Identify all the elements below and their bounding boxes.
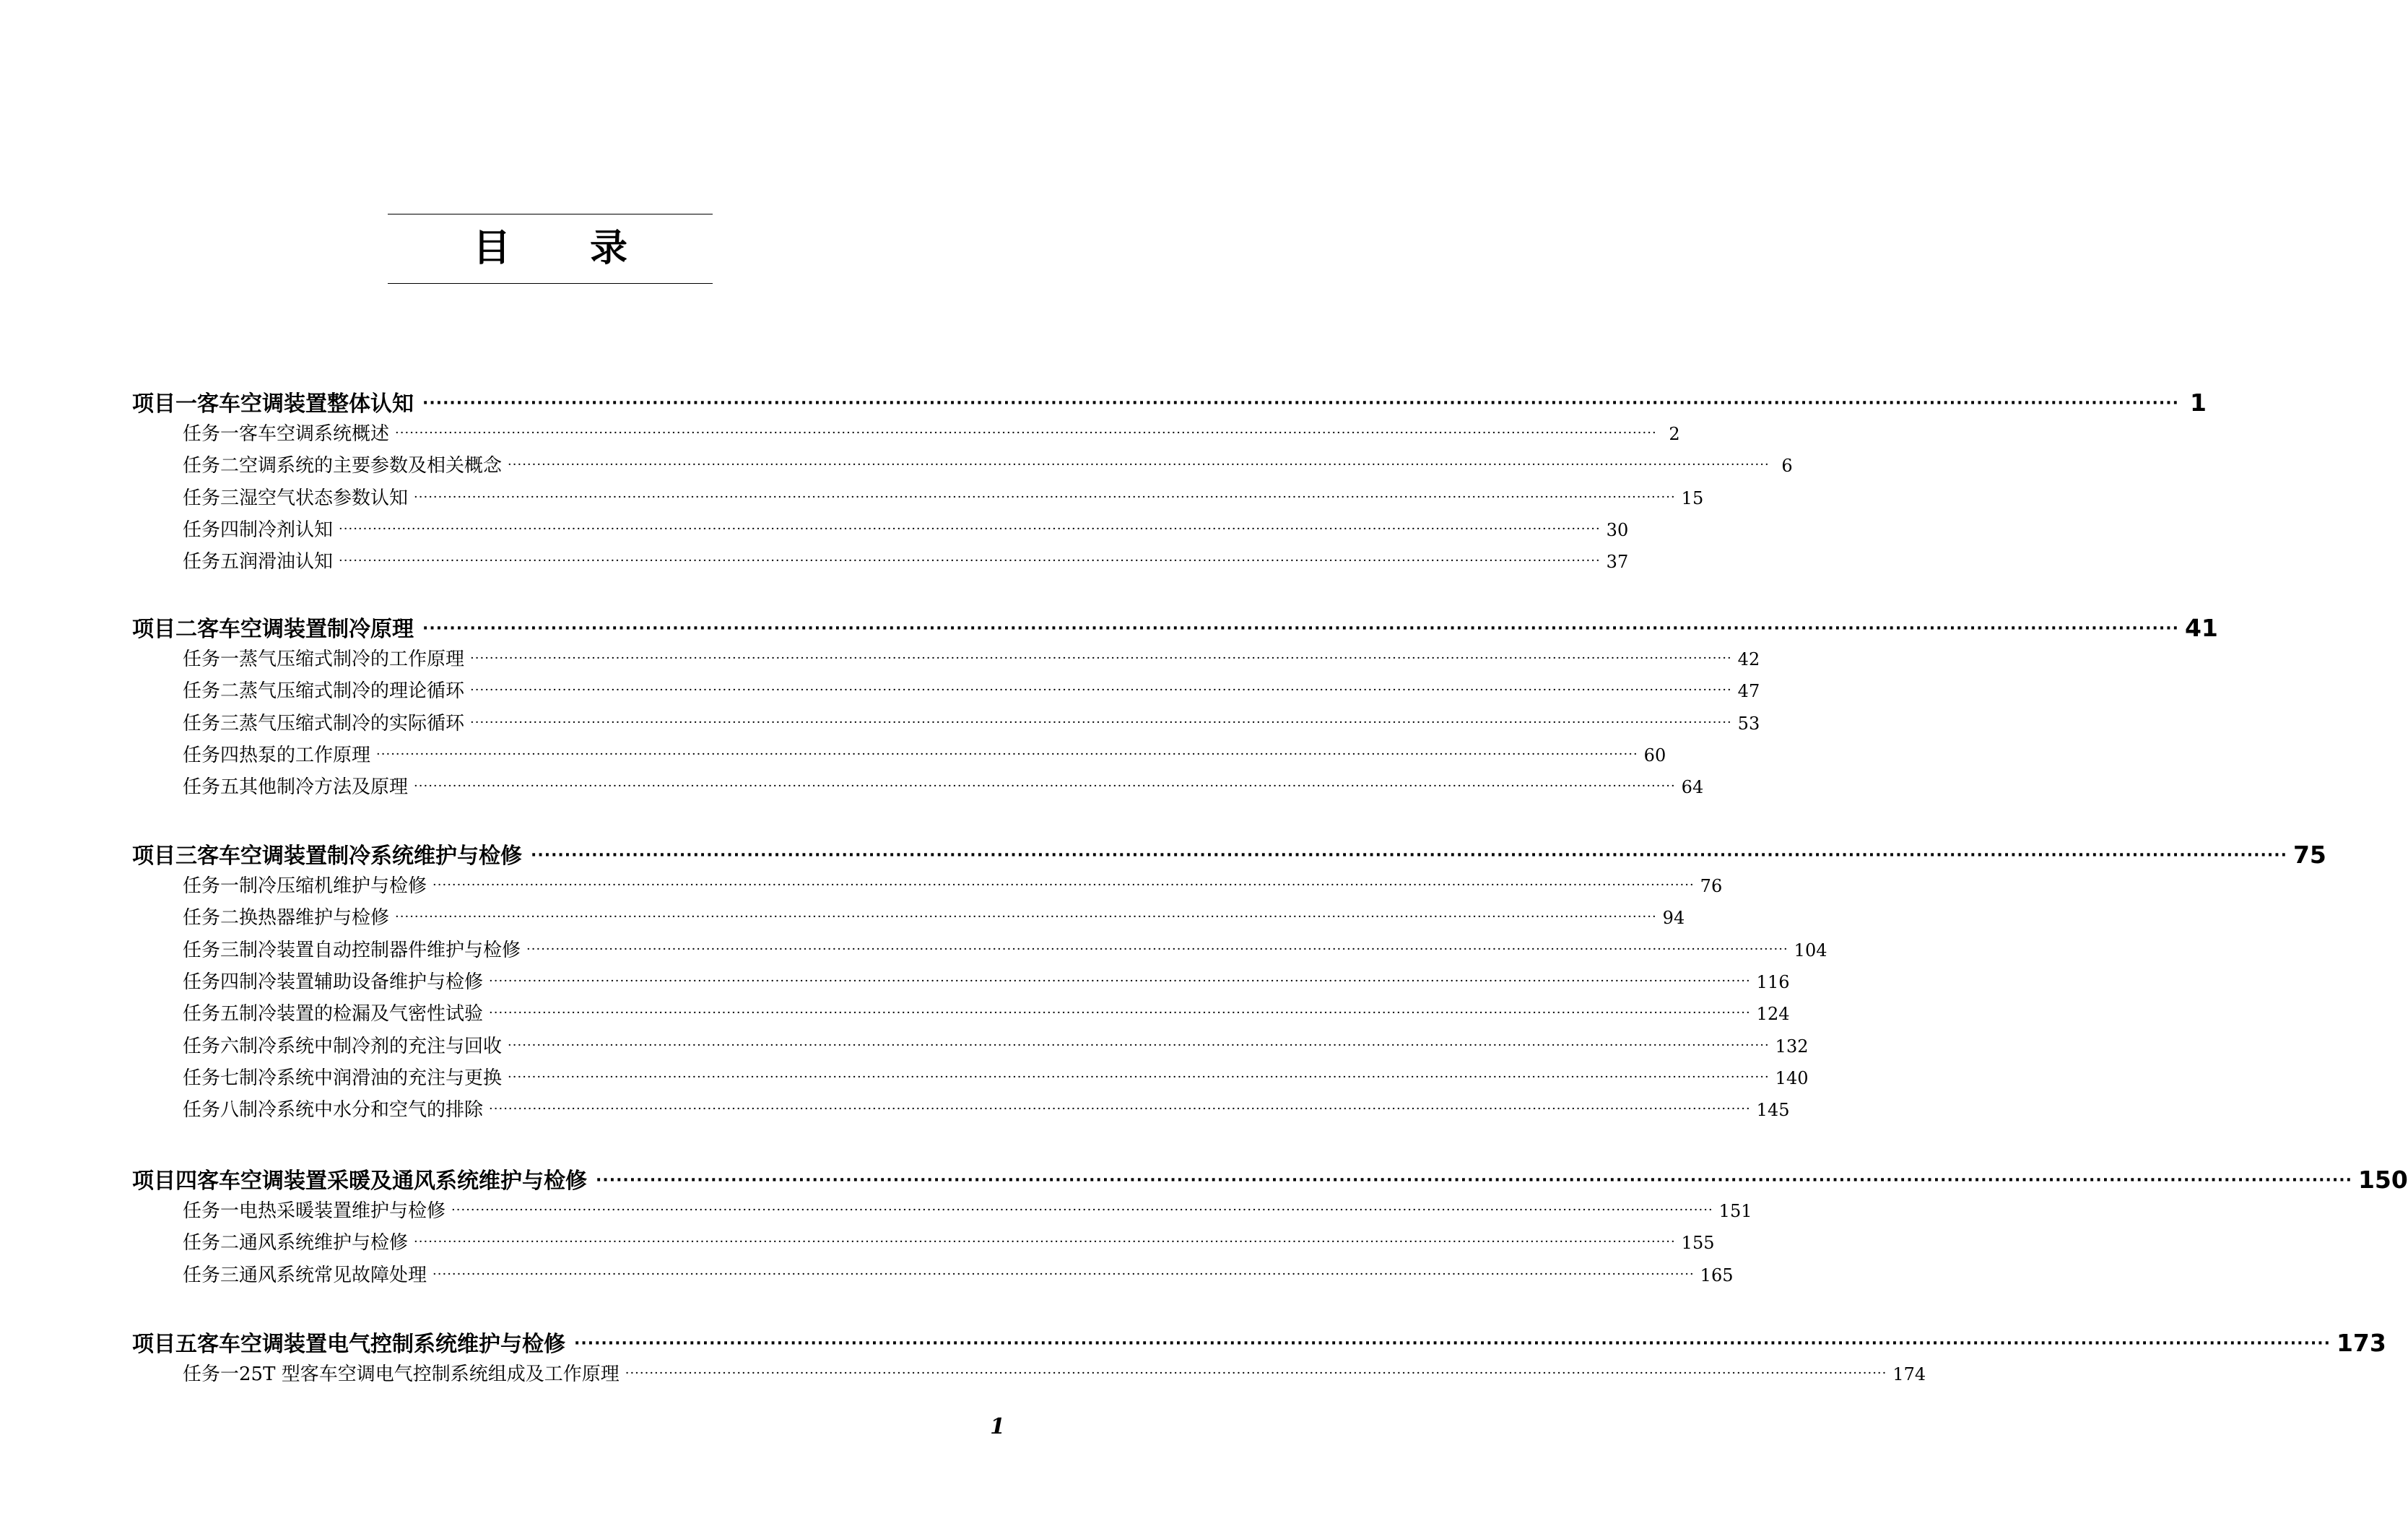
task-page-number: 53 <box>1737 714 1760 734</box>
chapter-title: 客车空调装置整体认知 <box>197 391 414 417</box>
task-page-number: 165 <box>1700 1265 1734 1286</box>
task-label: 任务四 <box>183 971 240 993</box>
task-label: 任务三 <box>183 713 240 734</box>
task-title: 通风系统维护与检修 <box>239 1232 409 1254</box>
task-label: 任务二 <box>183 680 240 702</box>
task-page-number: 151 <box>1718 1201 1752 1221</box>
chapter-row[interactable] <box>132 611 2218 647</box>
dot-leader: ···································································································································································································································································· <box>470 651 1732 666</box>
task-row[interactable] <box>183 515 1629 544</box>
task-page-number: 145 <box>1756 1100 1790 1120</box>
task-title: 制冷装置自动控制器件维护与检修 <box>239 940 521 961</box>
task-title: 通风系统常见故障处理 <box>239 1265 427 1286</box>
task-label: 任务一 <box>183 1364 240 1385</box>
task-title: 其他制冷方法及原理 <box>239 776 409 798</box>
task-title: 换热器维护与检修 <box>239 907 390 929</box>
task-title: 25T 型客车空调电气控制系统组成及工作原理 <box>239 1364 620 1385</box>
task-title: 制冷系统中制冷剂的充注与回收 <box>239 1036 503 1057</box>
task-label: 任务七 <box>183 1067 240 1089</box>
task-page-number: 64 <box>1681 777 1704 797</box>
task-row[interactable] <box>183 1359 1926 1388</box>
task-label: 任务三 <box>183 487 240 509</box>
task-title: 制冷系统中润滑油的充注与更换 <box>239 1067 503 1089</box>
chapter-label: 项目一 <box>132 391 197 417</box>
task-row[interactable] <box>183 644 1760 673</box>
task-title: 热泵的工作原理 <box>239 745 371 766</box>
task-title: 润滑油认知 <box>239 551 334 573</box>
dot-leader: ···································································································································································································································································· <box>625 1366 1887 1381</box>
task-title: 制冷装置的检漏及气密性试验 <box>239 1003 484 1025</box>
task-page-number: 124 <box>1756 1004 1790 1024</box>
task-row[interactable] <box>183 1095 1790 1124</box>
task-row[interactable] <box>183 1260 1734 1289</box>
dot-leader: ···································································································································································································································································· <box>489 974 1751 989</box>
task-page-number: 116 <box>1756 972 1790 992</box>
task-page-number: 30 <box>1606 520 1629 540</box>
chapter-row[interactable] <box>132 1326 2386 1362</box>
task-row[interactable] <box>183 451 1793 480</box>
task-title: 制冷系统中水分和空气的排除 <box>239 1099 484 1121</box>
task-label: 任务二 <box>183 455 240 477</box>
task-page-number: 132 <box>1775 1036 1809 1057</box>
chapter-label: 项目三 <box>132 844 197 869</box>
task-row[interactable] <box>183 1228 1715 1257</box>
task-page-number: 94 <box>1662 908 1685 928</box>
chapter-title: 客车空调装置采暖及通风系统维护与检修 <box>197 1169 587 1194</box>
dot-leader: ···································································································································································································································································· <box>395 425 1657 441</box>
task-page-number: 42 <box>1737 649 1760 669</box>
task-row[interactable] <box>183 772 1704 801</box>
task-row[interactable] <box>183 935 1827 964</box>
task-row[interactable] <box>183 1196 1752 1225</box>
task-label: 任务二 <box>183 1232 240 1254</box>
dot-leader: ···································································································································································································································································· <box>395 909 1657 924</box>
task-page-number: 174 <box>1892 1364 1926 1384</box>
dot-leader: ···································································································································································································································································· <box>574 1335 2331 1353</box>
task-page-number: 37 <box>1606 552 1629 572</box>
dot-leader: ···································································································································································································································································· <box>451 1202 1713 1218</box>
task-title: 蒸气压缩式制冷的实际循环 <box>239 713 465 734</box>
task-title: 制冷压缩机维护与检修 <box>239 875 427 897</box>
task-page-number: 60 <box>1643 745 1666 766</box>
chapter-row[interactable] <box>132 1163 2408 1199</box>
task-label: 任务五 <box>183 1003 240 1025</box>
chapter-label: 项目二 <box>132 617 197 642</box>
task-label: 任务一 <box>183 1200 240 1222</box>
dot-leader: ···································································································································································································································································· <box>414 779 1676 794</box>
task-title: 制冷剂认知 <box>239 519 334 541</box>
chapter-page-number: 150 <box>2357 1166 2408 1194</box>
task-label: 任务一 <box>183 649 240 670</box>
chapter-page-number: 173 <box>2336 1329 2386 1357</box>
task-row[interactable] <box>183 547 1629 576</box>
task-page-number: 155 <box>1681 1233 1715 1253</box>
chapter-title: 客车空调装置制冷原理 <box>197 617 414 642</box>
chapter-title: 客车空调装置电气控制系统维护与检修 <box>197 1332 565 1357</box>
task-row[interactable] <box>183 708 1760 737</box>
chapter-label: 项目四 <box>132 1169 197 1194</box>
dot-leader: ···································································································································································································································································· <box>531 846 2287 864</box>
task-label: 任务二 <box>183 907 240 929</box>
chapter-title: 客车空调装置制冷系统维护与检修 <box>197 844 522 869</box>
dot-leader: ···································································································································································································································································· <box>422 394 2179 412</box>
dot-leader: ···································································································································································································································································· <box>433 877 1695 893</box>
task-label: 任务四 <box>183 745 240 766</box>
task-label: 任务四 <box>183 519 240 541</box>
task-row[interactable] <box>183 740 1666 769</box>
dot-leader: ···································································································································································································································································· <box>526 942 1788 957</box>
page-number: 1 <box>990 1414 1005 1439</box>
task-title: 制冷装置辅助设备维护与检修 <box>239 971 484 993</box>
task-page-number: 47 <box>1737 681 1760 701</box>
task-label: 任务一 <box>183 423 240 445</box>
chapter-label: 项目五 <box>132 1332 197 1357</box>
dot-leader: ···································································································································································································································································· <box>339 553 1601 568</box>
dot-leader: ···································································································································································································································································· <box>433 1267 1695 1282</box>
dot-leader: ···································································································································································································································································· <box>339 521 1601 537</box>
dot-leader: ···································································································································································································································································· <box>596 1171 2352 1189</box>
task-label: 任务五 <box>183 776 240 798</box>
dot-leader: ···································································································································································································································································· <box>508 1070 1770 1085</box>
task-label: 任务六 <box>183 1036 240 1057</box>
dot-leader: ···································································································································································································································································· <box>489 1005 1751 1020</box>
page-title: 目录 <box>472 227 707 270</box>
dot-leader: ···································································································································································································································································· <box>422 620 2179 638</box>
dot-leader: ···································································································································································································································································· <box>414 1234 1676 1249</box>
task-title: 湿空气状态参数认知 <box>239 487 409 509</box>
task-title: 蒸气压缩式制冷的理论循环 <box>239 680 465 702</box>
dot-leader: ···································································································································································································································································· <box>376 747 1638 762</box>
task-title: 空调系统的主要参数及相关概念 <box>239 455 503 477</box>
task-label: 任务三 <box>183 1265 240 1286</box>
chapter-page-number: 75 <box>2292 841 2326 869</box>
task-page-number: 2 <box>1669 424 1680 444</box>
task-page-number: 140 <box>1775 1068 1809 1088</box>
task-row[interactable] <box>183 676 1760 705</box>
task-label: 任务一 <box>183 875 240 897</box>
chapter-row[interactable] <box>132 838 2326 874</box>
task-page-number: 6 <box>1781 456 1793 476</box>
chapter-page-number: 1 <box>2189 389 2207 417</box>
task-title: 蒸气压缩式制冷的工作原理 <box>239 649 465 670</box>
task-row[interactable] <box>183 999 1790 1028</box>
dot-leader: ···································································································································································································································································· <box>508 1038 1770 1053</box>
task-row[interactable] <box>183 419 1680 448</box>
task-row[interactable] <box>183 903 1685 932</box>
task-row[interactable] <box>183 1063 1809 1092</box>
dot-leader: ···································································································································································································································································· <box>414 490 1676 505</box>
task-label: 任务八 <box>183 1099 240 1121</box>
task-page-number: 76 <box>1700 876 1723 896</box>
task-title: 客车空调系统概述 <box>239 423 390 445</box>
task-title: 电热采暖装置维护与检修 <box>239 1200 446 1222</box>
task-row[interactable] <box>183 871 1723 900</box>
task-label: 任务五 <box>183 551 240 573</box>
chapter-row[interactable] <box>132 386 2207 422</box>
task-label: 任务三 <box>183 940 240 961</box>
chapter-page-number: 41 <box>2184 614 2218 642</box>
task-page-number: 15 <box>1681 488 1704 508</box>
dot-leader: ···································································································································································································································································· <box>470 715 1732 730</box>
dot-leader: ···································································································································································································································································· <box>508 457 1770 472</box>
task-page-number: 104 <box>1794 940 1827 961</box>
task-row[interactable] <box>183 1031 1809 1060</box>
dot-leader: ···································································································································································································································································· <box>470 682 1732 698</box>
dot-leader: ···································································································································································································································································· <box>489 1101 1751 1117</box>
task-row[interactable] <box>183 483 1704 512</box>
task-row[interactable] <box>183 967 1790 996</box>
